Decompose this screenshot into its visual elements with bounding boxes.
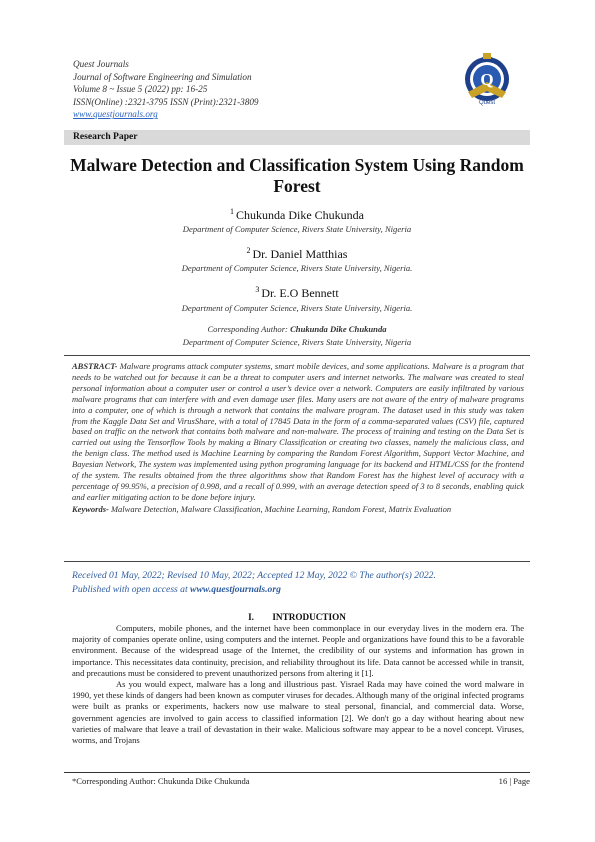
author-1 bbox=[64, 207, 530, 223]
keywords-text: Malware Detection, Malware Classification, Machine Learning, Random Forest, Matrix Evaluation bbox=[110, 503, 452, 514]
published-prefix: Published with open access at bbox=[72, 584, 191, 595]
keywords-label: Keywords- bbox=[72, 503, 109, 514]
quest-journals-logo bbox=[458, 52, 516, 108]
corresponding-name: Chukunda Dike Chukunda bbox=[290, 324, 387, 334]
author-3-name: Dr. E.O Bennett bbox=[261, 286, 339, 300]
journal-website-link[interactable]: www.questjournals.org bbox=[73, 109, 158, 120]
paper-title: Malware Detection and Classification System Using Random Forest bbox=[70, 155, 524, 196]
publisher-name: Quest Journals bbox=[73, 59, 129, 69]
abstract-block bbox=[72, 361, 524, 515]
journal-header bbox=[73, 58, 353, 121]
paragraph-1: Computers, mobile phones, and the internet have been commonplace in our everyday lives in the modern era. The majority of companies operate online, using computers and the internet. People and organizations have found this to be a favorable environment. Because of the widespread usage of the Internet, the credibility of our systems and information has grown in importance. This necessitates data continuity, precision, and reliability throughout its life. Data cannot be accessed while in transit, and precautions must be considered to prevent unauthorized persons from altering it [1]. bbox=[72, 623, 524, 678]
footer-corresponding-author: *Corresponding Author: Chukunda Dike Chukunda bbox=[72, 776, 250, 786]
author-1-name: Chukunda Dike Chukunda bbox=[236, 208, 364, 222]
footer-page-number: 16 | Page bbox=[498, 776, 530, 786]
author-3-affiliation: Department of Computer Science, Rivers State University, Nigeria. bbox=[181, 303, 413, 313]
issn-info: ISSN(Online) :2321-3795 ISSN (Print):2321-3809 bbox=[73, 96, 259, 107]
author-2-name: Dr. Daniel Matthias bbox=[252, 247, 348, 261]
author-3-number: 3 bbox=[255, 285, 260, 294]
abstract-top-rule bbox=[64, 355, 530, 356]
section-title: INTRODUCTION bbox=[272, 612, 346, 622]
abstract-text: Malware programs attack computer systems, smart mobile devices, and some applications. Malware is a program that needs to be watched out for because it can be a threat to computer users and internet networks. The malware was created to steal personal information about a computer user or control a user’s device over a network. Computers are easily infiltrated by various malware programs that can interfere with and even damage user files. Many users are not aware of the entry of malware programs into a computer, one of which is through a network that contains the malware program. The dataset used in this study was taken from the Kaggle Data Set and VirusShare, with a total of 17845 Data in the form of a comma-separated values (CSV) file, captured based on traffic on the network that contains both malware and non-malware. The process of training and testing on the Data Set is carried out using the Tensorflow Tools by making a Binary Classification or creating two classes, namely the malicious class, and the benign class. The method used is Machine Learning by comparing the Random Forest Algorithm, Support Vector Machine, and Bayesian Network, The system was implemented using python programing language for its backend and HTML/CSS for the frontend of the system. The results obtained from the three algorithms show that Random Forest has the highest level of accuracy with a percentage of 99.95%, a precision of 0.998, and a recall of 0.999, with an average detection speed of 3 to 8 seconds, enabling quick and earlier mitigating action to be done before injury. bbox=[72, 361, 524, 502]
received-dates-line: Received 01 May, 2022; Revised 10 May, 2022; Accepted 12 May, 2022 © The author(s) 2022. bbox=[72, 570, 436, 581]
author-1-number: 1 bbox=[230, 207, 234, 216]
published-line bbox=[72, 583, 524, 597]
article-type-label: Research Paper bbox=[73, 131, 138, 142]
keywords-line bbox=[72, 504, 524, 515]
corresponding-affiliation: Department of Computer Science, Rivers State University, Nigeria bbox=[182, 337, 412, 347]
volume-info: Volume 8 ~ Issue 5 (2022) pp: 16-25 bbox=[73, 84, 208, 95]
author-1-affiliation: Department of Computer Science, Rivers State University, Nigeria bbox=[182, 224, 412, 234]
footer-rule bbox=[64, 772, 530, 773]
author-2 bbox=[64, 246, 530, 262]
abstract-label: ABSTRACT- bbox=[72, 361, 118, 371]
logo-text: Quest bbox=[478, 100, 496, 106]
section-number: I. bbox=[248, 612, 254, 622]
section-heading-introduction bbox=[64, 612, 530, 622]
journal-name: Journal of Software Engineering and Simulation bbox=[73, 71, 252, 82]
author-3 bbox=[64, 285, 530, 301]
introduction-body bbox=[72, 623, 524, 746]
author-2-affiliation: Department of Computer Science, Rivers State University, Nigeria. bbox=[181, 263, 413, 273]
author-2-number: 2 bbox=[246, 246, 251, 255]
abstract-bottom-rule bbox=[64, 561, 530, 562]
paragraph-2: As you would expect, malware has a long and illustrious past. Yisrael Rada may have coined the word malware in 1990, yet these kinds of dangers had been known as computer viruses for decades. Although many of the original infected programs were built as pranks or experiments, hackers now use malware to steal personal, financial, and commercial data. Worse, government agencies are involved to gain access to classified information [2]. We don't go a day without hearing about new varieties of malware that leave a trail of devastation in their wake. Malicious software may appear to be a novel concept. Viruses, worms, and Trojans bbox=[72, 679, 524, 746]
article-type-banner bbox=[64, 130, 530, 145]
corresponding-label: Corresponding Author: bbox=[207, 324, 288, 334]
published-site: www.questjournals.org bbox=[190, 584, 281, 595]
corresponding-author-line bbox=[64, 324, 530, 334]
logo-letter: Q bbox=[480, 70, 494, 89]
publication-dates bbox=[72, 569, 524, 597]
